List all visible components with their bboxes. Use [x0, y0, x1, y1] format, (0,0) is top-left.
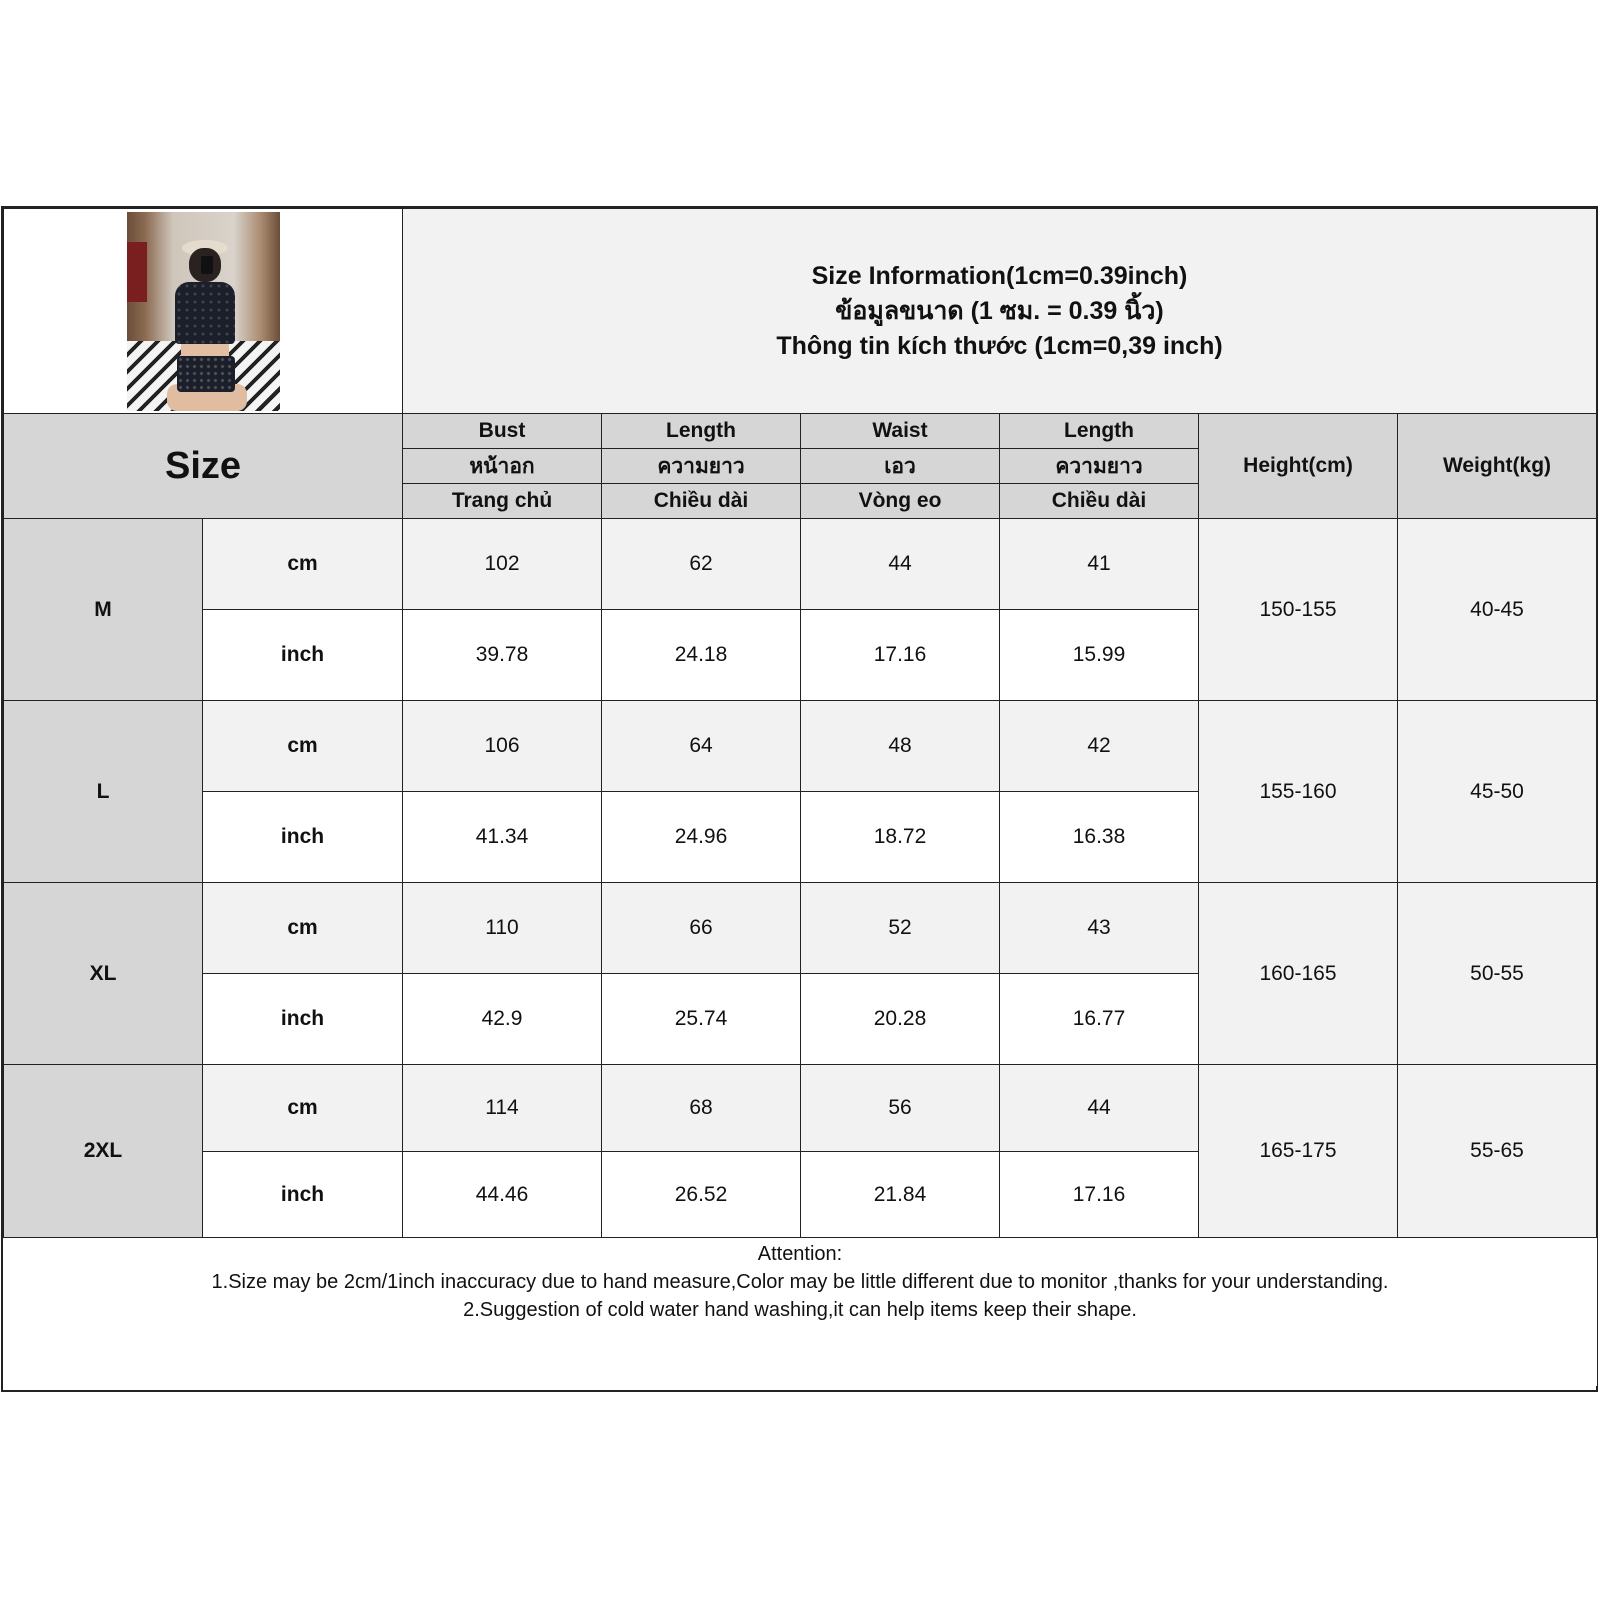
height-range: 150-155	[1199, 519, 1398, 701]
unit-inch: inch	[203, 1152, 403, 1238]
title-line-vi: Thông tin kích thước (1cm=0,39 inch)	[776, 331, 1223, 360]
product-photo	[127, 212, 280, 411]
header-bust-th: หน้าอก	[403, 449, 602, 484]
attention-note-2: 2.Suggestion of cold water hand washing,it can help items keep their shape.	[463, 1299, 1137, 1321]
header-length2-en: Length	[1000, 414, 1199, 449]
unit-cm: cm	[203, 1065, 403, 1152]
value-cell: 52	[801, 883, 1000, 974]
weight-range: 40-45	[1398, 519, 1597, 701]
unit-inch: inch	[203, 974, 403, 1065]
table-row	[4, 1065, 1597, 1152]
header-weight: Weight(kg)	[1398, 414, 1597, 519]
value-cell: 48	[801, 701, 1000, 792]
value-cell: 21.84	[801, 1152, 1000, 1238]
table-row	[4, 883, 1597, 974]
value-cell: 42.9	[403, 974, 602, 1065]
weight-range: 55-65	[1398, 1065, 1597, 1238]
value-cell: 20.28	[801, 974, 1000, 1065]
header-bust-en: Bust	[403, 414, 602, 449]
size-label-2xl: 2XL	[4, 1065, 203, 1238]
value-cell: 62	[602, 519, 801, 610]
attention-note-1: 1.Size may be 2cm/1inch inaccuracy due to hand measure,Color may be little different due to monitor ,thanks for your understanding.	[211, 1271, 1389, 1293]
size-label-m: M	[4, 519, 203, 701]
value-cell: 42	[1000, 701, 1199, 792]
attention-heading: Attention:	[757, 1243, 843, 1265]
attention-notes	[4, 1238, 1597, 1386]
product-photo-cell	[4, 209, 403, 414]
title-line-th: ข้อมูลขนาด (1 ซม. = 0.39 นิ้ว)	[835, 296, 1164, 325]
value-cell: 114	[403, 1065, 602, 1152]
value-cell: 110	[403, 883, 602, 974]
value-cell: 68	[602, 1065, 801, 1152]
header-length-en: Length	[602, 414, 801, 449]
value-cell: 17.16	[1000, 1152, 1199, 1238]
value-cell: 16.77	[1000, 974, 1199, 1065]
header-length2-th: ความยาว	[1000, 449, 1199, 484]
weight-range: 45-50	[1398, 701, 1597, 883]
value-cell: 44	[801, 519, 1000, 610]
value-cell: 56	[801, 1065, 1000, 1152]
height-range: 165-175	[1199, 1065, 1398, 1238]
value-cell: 18.72	[801, 792, 1000, 883]
height-range: 155-160	[1199, 701, 1398, 883]
value-cell: 106	[403, 701, 602, 792]
value-cell: 24.96	[602, 792, 801, 883]
height-range: 160-165	[1199, 883, 1398, 1065]
value-cell: 26.52	[602, 1152, 801, 1238]
unit-cm: cm	[203, 519, 403, 610]
size-header: Size	[4, 414, 403, 519]
size-chart-sheet	[1, 206, 1598, 1392]
header-waist-th: เอว	[801, 449, 1000, 484]
header-bust-vi: Trang chủ	[403, 484, 602, 519]
size-chart-table	[3, 208, 1597, 1386]
weight-range: 50-55	[1398, 883, 1597, 1065]
table-row	[4, 519, 1597, 610]
value-cell: 25.74	[602, 974, 801, 1065]
value-cell: 39.78	[403, 610, 602, 701]
size-label-xl: XL	[4, 883, 203, 1065]
value-cell: 24.18	[602, 610, 801, 701]
value-cell: 64	[602, 701, 801, 792]
title-line-en: Size Information(1cm=0.39inch)	[811, 261, 1188, 290]
table-row	[4, 701, 1597, 792]
value-cell: 44.46	[403, 1152, 602, 1238]
unit-cm: cm	[203, 701, 403, 792]
value-cell: 17.16	[801, 610, 1000, 701]
value-cell: 43	[1000, 883, 1199, 974]
value-cell: 102	[403, 519, 602, 610]
header-length-th: ความยาว	[602, 449, 801, 484]
header-waist-en: Waist	[801, 414, 1000, 449]
unit-inch: inch	[203, 610, 403, 701]
value-cell: 44	[1000, 1065, 1199, 1152]
value-cell: 15.99	[1000, 610, 1199, 701]
size-info-title	[403, 209, 1597, 414]
header-waist-vi: Vòng eo	[801, 484, 1000, 519]
size-label-l: L	[4, 701, 203, 883]
header-length-vi: Chiều dài	[602, 484, 801, 519]
value-cell: 41.34	[403, 792, 602, 883]
unit-cm: cm	[203, 883, 403, 974]
value-cell: 16.38	[1000, 792, 1199, 883]
value-cell: 41	[1000, 519, 1199, 610]
unit-inch: inch	[203, 792, 403, 883]
value-cell: 66	[602, 883, 801, 974]
header-height: Height(cm)	[1199, 414, 1398, 519]
header-length2-vi: Chiều dài	[1000, 484, 1199, 519]
